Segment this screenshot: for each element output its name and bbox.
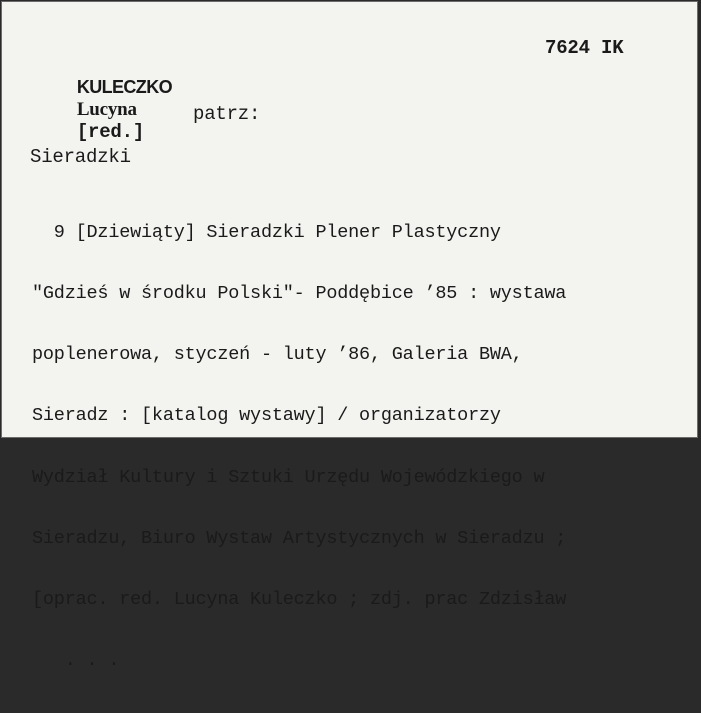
description-line: . . .	[32, 650, 120, 672]
author-given-name: Lucyna	[76, 99, 137, 120]
catalog-card	[1, 1, 698, 672]
description-line: poplenerowa, styczeń - luty ’86, Galeria BWA,	[32, 344, 523, 366]
subject-heading: Sieradzki	[30, 146, 131, 168]
description-line: "Gdzieś w środku Polski"- Poddębice ’85 : wystawa	[32, 283, 567, 305]
see-reference: patrz:	[193, 103, 261, 125]
author-surname: KULECZKO	[76, 77, 173, 97]
description-line: [oprac. red. Lucyna Kuleczko ; zdj. prac Zdzisław	[32, 589, 567, 611]
description-line: Sieradz : [katalog wystawy] / organizatorzy	[32, 405, 501, 427]
description-line: Wydział Kultury i Sztuki Urzędu Wojewódzkiego w	[32, 466, 545, 488]
author-role: [red.]	[76, 121, 145, 143]
call-number: 7624 IK	[545, 37, 624, 59]
description-line: 9 [Dziewiąty] Sieradzki Plener Plastyczny	[32, 221, 501, 243]
bibliographic-description	[32, 182, 566, 713]
description-line: Sieradzu, Biuro Wystaw Artystycznych w Sieradzu ;	[32, 527, 567, 549]
